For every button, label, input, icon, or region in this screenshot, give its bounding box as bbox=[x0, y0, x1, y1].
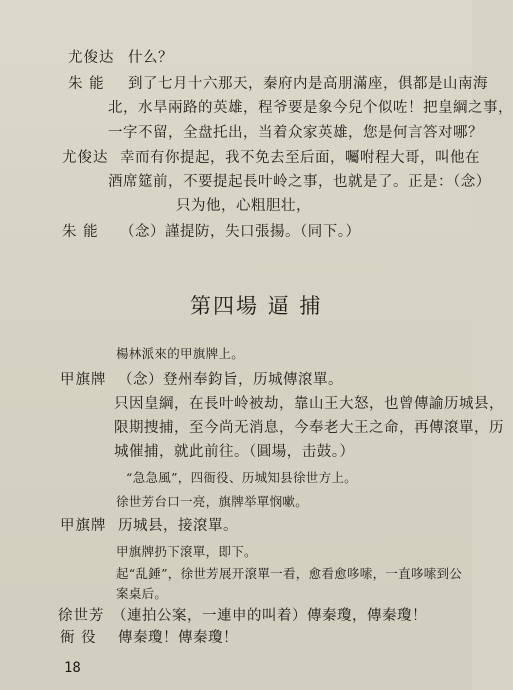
speaker-label: 朱 能 bbox=[68, 76, 105, 92]
speaker-label: 衙 役 bbox=[60, 630, 97, 646]
dialogue-line: （連拍公案，一連申的叫着）傳秦瓊，傳秦瓊！ bbox=[112, 608, 427, 624]
dialogue-line: （念）謹提防，失口張揚。（同下。） bbox=[120, 224, 361, 240]
dialogue-line: 历城县，接滾單。 bbox=[118, 518, 238, 534]
dialogue-line: 城催捕，就此前往。（圓場，击鼓。） bbox=[114, 444, 355, 460]
stage-direction: “急急風”，四衙役、历城知县徐世方上。 bbox=[126, 470, 357, 485]
dialogue-line: 到了七月十六那天，秦府内是高朋滿座，俱都是山南海 bbox=[128, 76, 488, 92]
stage-direction: 起“乱錘”，徐世芳展开滾單一看，愈看愈哆嗦，一直哆嗦到公 bbox=[116, 566, 463, 581]
dialogue-line: 傳秦瓊！傳秦瓊！ bbox=[118, 630, 238, 646]
dialogue-line: 只因皇綱，在長叶岭被劫，靠山王大怒，也曾傳諭历城县， bbox=[114, 396, 504, 412]
stage-direction: 案桌后。 bbox=[116, 586, 168, 601]
speaker-label: 尤俊达 bbox=[62, 150, 109, 166]
stage-direction: 楊林派來的甲旗牌上。 bbox=[116, 346, 245, 361]
stage-direction: 甲旗牌扔下滾單，即下。 bbox=[116, 544, 257, 559]
scene-title: 第四場 逼 捕 bbox=[190, 294, 323, 318]
speaker-label: 朱 能 bbox=[62, 224, 99, 240]
speaker-label: 尤俊达 bbox=[68, 50, 115, 66]
dialogue-line: 北，水旱兩路的英雄，程爷要是象今兒个似咗！把皇綱之事， bbox=[108, 100, 513, 116]
page-number: 18 bbox=[64, 660, 81, 676]
speaker-label: 甲旗牌 bbox=[60, 518, 107, 534]
dialogue-line: 酒席筵前，不要提起長叶岭之事，也就是了。正是：（念） bbox=[108, 174, 491, 190]
speaker-label: 甲旗牌 bbox=[60, 372, 107, 388]
speaker-label: 徐世芳 bbox=[58, 608, 105, 624]
dialogue-line: （念）登州奉鈞旨，历城傳滾單。 bbox=[118, 372, 343, 388]
dialogue-line: 幸而有你提起，我不免去至后面，囑咐程大哥，叫他在 bbox=[120, 150, 480, 166]
dialogue-line: 什么？ bbox=[128, 50, 173, 66]
stage-direction: 徐世芳台口一亮，旗牌举單悯嗽。 bbox=[116, 494, 309, 509]
dialogue-line: 限期捜捕，至今尚无消息，今奉老大王之命，再傳滾單，历 bbox=[114, 420, 504, 436]
verse-line: 只为他，心粗胆壮， bbox=[176, 198, 311, 214]
dialogue-line: 一字不留，全盘托出，当着众家英雄，您是何言答对哪？ bbox=[108, 125, 483, 141]
